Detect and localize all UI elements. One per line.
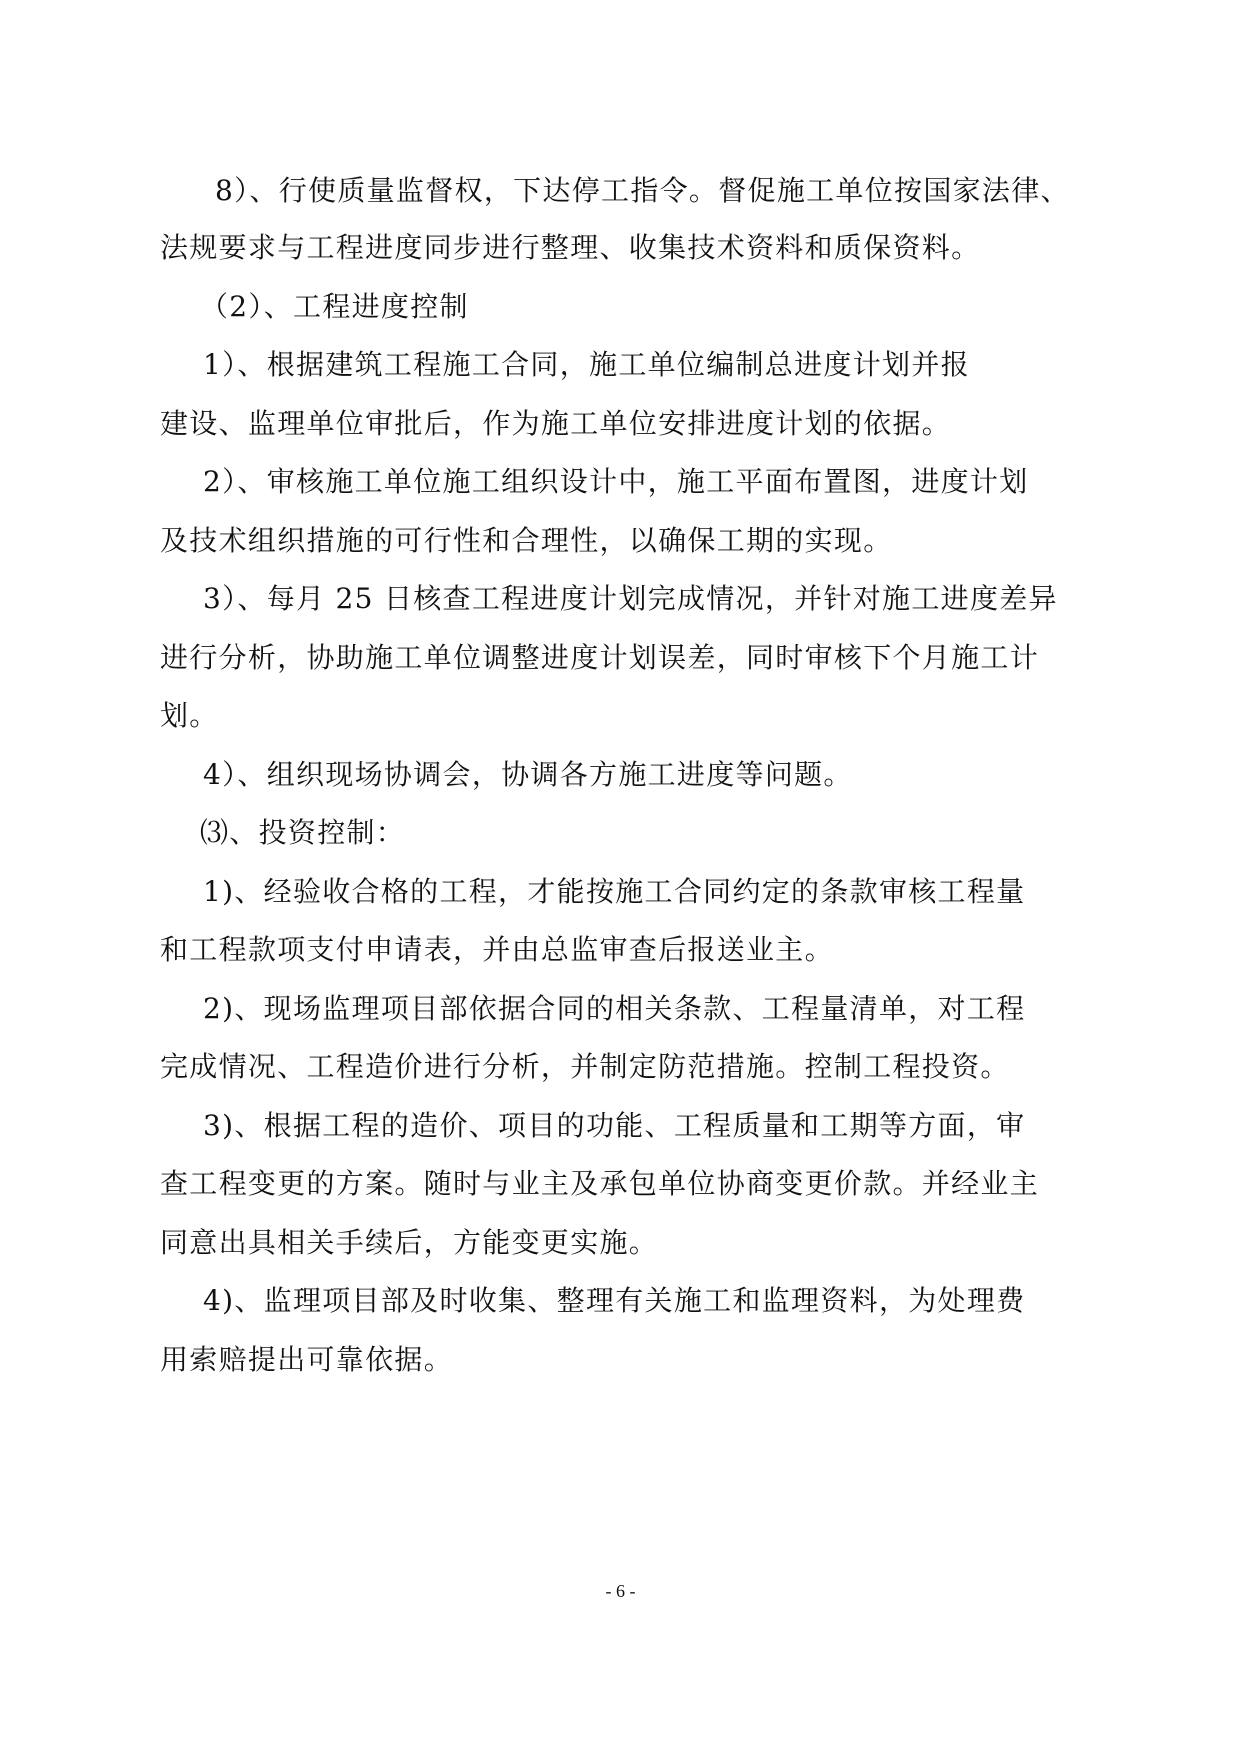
- paragraph-line: 进行分析，协助施工单位调整进度计划误差，同时审核下个月施工计: [160, 641, 1040, 674]
- paragraph-line: 法规要求与工程进度同步进行整理、收集技术资料和质保资料。: [160, 231, 981, 264]
- paragraph-line: 1)、经验收合格的工程，才能按施工合同约定的条款审核工程量: [203, 875, 1026, 908]
- paragraph-line: 用索赔提出可靠依据。: [160, 1343, 454, 1376]
- paragraph-line: 划。: [160, 699, 219, 732]
- paragraph-line: 8）、行使质量监督权，下达停工指令。督促施工单位按国家法律、: [215, 174, 1070, 207]
- paragraph-line: 4)、监理项目部及时收集、整理有关施工和监理资料，为处理费: [203, 1284, 1026, 1317]
- paragraph-line: 4）、组织现场协调会，协调各方施工进度等问题。: [203, 758, 853, 791]
- paragraph-line: 完成情况、工程造价进行分析，并制定防范措施。控制工程投资。: [160, 1050, 1010, 1083]
- paragraph-line: 及技术组织措施的可行性和合理性，以确保工期的实现。: [160, 524, 893, 557]
- paragraph-line: 2）、审核施工单位施工组织设计中，施工平面布置图，进度计划: [203, 465, 1029, 498]
- section-heading: ⑶、投资控制：: [200, 816, 406, 849]
- paragraph-line: 建设、监理单位审批后，作为施工单位安排进度计划的依据。: [160, 407, 952, 440]
- paragraph-line: 查工程变更的方案。随时与业主及承包单位协商变更价款。并经业主: [160, 1167, 1040, 1200]
- page-number: - 6 -: [605, 1581, 636, 1601]
- paragraph-line: 2)、现场监理项目部依据合同的相关条款、工程量清单，对工程: [203, 992, 1026, 1025]
- paragraph-line: 3）、每月 25 日核查工程进度计划完成情况，并针对施工进度差异: [203, 582, 1058, 615]
- paragraph-line: 和工程款项支付申请表，并由总监审查后报送业主。: [160, 933, 834, 966]
- paragraph-line: 同意出具相关手续后，方能变更实施。: [160, 1226, 659, 1259]
- section-heading: （2）、工程进度控制: [200, 290, 469, 323]
- paragraph-line: 3)、根据工程的造价、项目的功能、工程质量和工期等方面，审: [203, 1109, 1026, 1142]
- paragraph-line: 1）、根据建筑工程施工合同，施工单位编制总进度计划并报: [203, 348, 970, 381]
